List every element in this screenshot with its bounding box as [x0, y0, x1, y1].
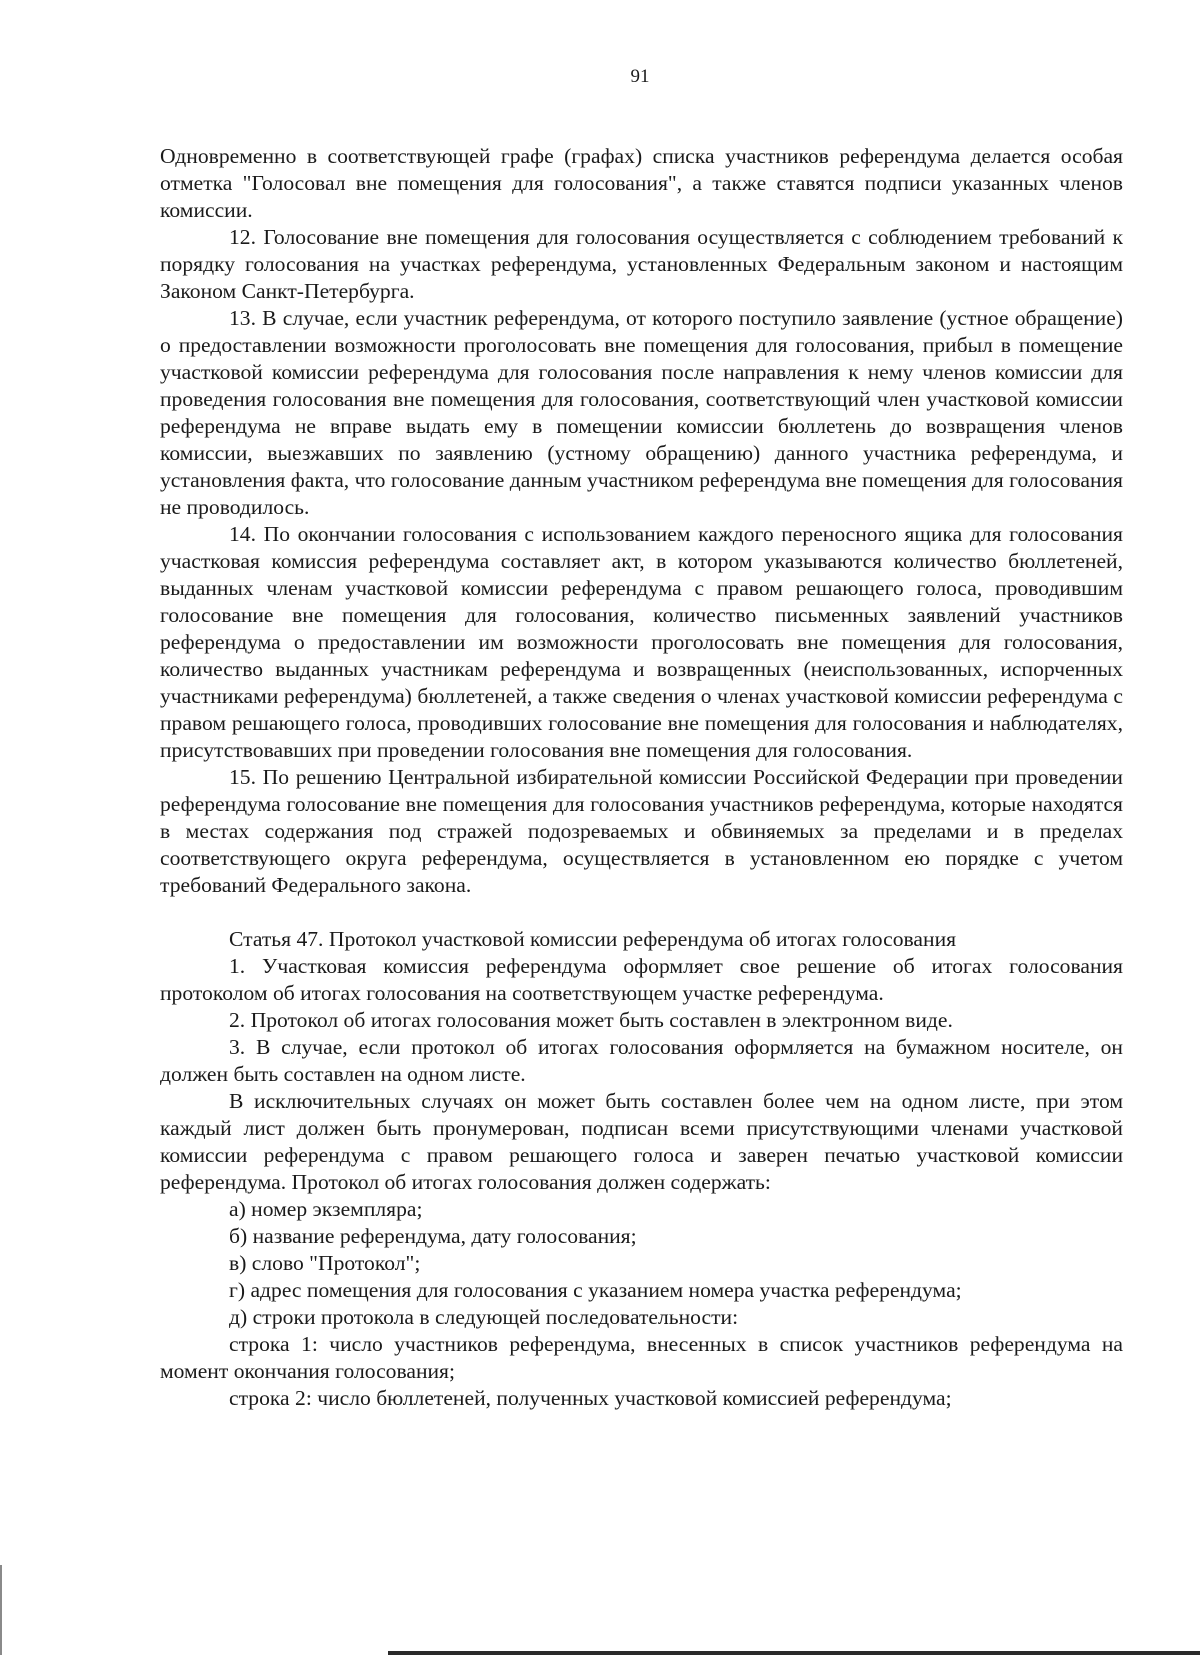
page-number: 91: [630, 66, 650, 87]
list-item-d: д) строки протокола в следующей последовательности:: [229, 1305, 739, 1329]
list-item-g: г) адрес помещения для голосования с указанием номера участка референдума;: [229, 1278, 962, 1302]
paragraph-14: 14. По окончании голосования с использованием каждого переносного ящика для голосования участковая комиссия референдума составляет акт, в котором указываются количество бюллетеней, выданных членам участковой комиссии референдума с правом решающего голоса, проводившим голосование вне помещения для голосования, количество письменных заявлений участников референдума о предоставлении им возможности проголосовать вне помещения для голосования, количество выданных участникам референдума и возвращенных (неиспользованных, испорченных участниками референдума) бюллетеней, а также сведения о членах участковой комиссии референдума с правом решающего голоса, проводивших голосование вне помещения для голосования и наблюдателях, присутствовавших при проведении голосования вне помещения для голосования.: [160, 522, 1123, 762]
article-paragraph-3: 3. В случае, если протокол об итогах голосования оформляется на бумажном носителе, он должен быть составлен на одном листе.: [160, 1035, 1123, 1086]
paragraph-continuation: Одновременно в соответствующей графе (графах) списка участников референдума делается особая отметка "Голосовал вне помещения для голосования", а также ставятся подписи указанных членов комиссии.: [160, 144, 1123, 222]
article-paragraph-2: 2. Протокол об итогах голосования может быть составлен в электронном виде.: [229, 1008, 953, 1032]
scan-edge-left: [0, 1565, 2, 1655]
list-item-a: а) номер экземпляра;: [229, 1197, 423, 1221]
protocol-line-1: строка 1: число участников референдума, внесенных в список участников референдума на момент окончания голосования;: [160, 1332, 1123, 1383]
paragraph-13: 13. В случае, если участник референдума, от которого поступило заявление (устное обращение) о предоставлении возможности проголосовать вне помещения для голосования, прибыл в помещение участковой комиссии референдума для голосования после направления к нему членов комиссии для проведения голосования вне помещения для голосования, соответствующий член участковой комиссии референдума не вправе выдать ему в помещении комиссии бюллетень до возвращения членов комиссии, выезжавших по заявлению (устному обращению) данного участника референдума, и установления факта, что голосование данным участником референдума вне помещения для голосования не проводилось.: [160, 306, 1123, 519]
paragraph-12: 12. Голосование вне помещения для голосования осуществляется с соблюдением требований к порядку голосования на участках референдума, установленных Федеральным законом и настоящим Законом Санкт-Петербурга.: [160, 225, 1123, 303]
list-item-b: б) название референдума, дату голосования;: [229, 1224, 637, 1248]
article-title: Статья 47. Протокол участковой комиссии референдума об итогах голосования: [229, 927, 957, 951]
article-paragraph-1: 1. Участковая комиссия референдума оформляет свое решение об итогах голосования протоколом об итогах голосования на соответствующем участке референдума.: [160, 954, 1123, 1005]
paragraph-15: 15. По решению Центральной избирательной комиссии Российской Федерации при проведении референдума голосование вне помещения для голосования участников референдума, которые находятся в местах содержания под стражей подозреваемых и обвиняемых за пределами и в пределах соответствующего округа референдума, осуществляется в установленном ею порядке с учетом требований Федерального закона.: [160, 765, 1123, 897]
document-body: [160, 143, 1123, 1412]
article-paragraph-exceptional: В исключительных случаях он может быть составлен более чем на одном листе, при этом каждый лист должен быть пронумерован, подписан всеми присутствующими членами участковой комиссии референдума с правом решающего голоса и заверен печатью участковой комиссии референдума. Протокол об итогах голосования должен содержать:: [160, 1089, 1123, 1194]
scan-edge-bottom: [388, 1651, 1200, 1655]
protocol-line-2: строка 2: число бюллетеней, полученных участковой комиссией референдума;: [229, 1386, 952, 1410]
list-item-v: в) слово "Протокол";: [229, 1251, 421, 1275]
